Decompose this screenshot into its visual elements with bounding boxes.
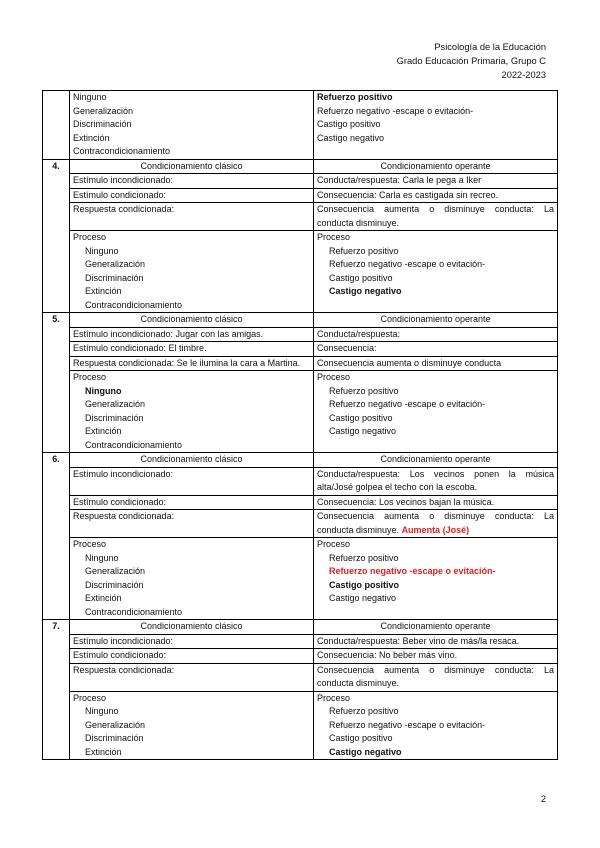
- list-item: Castigo negativo: [329, 426, 397, 436]
- list-item: Refuerzo negativo -escape o evitación-: [329, 399, 486, 409]
- conditioned-response: Respuesta condicionada: Se le ilumina la cara a Martina.: [70, 356, 314, 371]
- consequence: Consecuencia: Carla es castigada sin recreo.: [314, 188, 558, 203]
- list-item: Castigo negativo: [317, 132, 385, 143]
- table-row: [43, 663, 558, 691]
- conditioned-response: Respuesta condicionada:: [70, 203, 314, 231]
- consequence-effect: Consecuencia aumenta o disminuye conducta: La conducta disminuye.: [314, 203, 558, 231]
- consequence-effect: [314, 510, 558, 538]
- process-cell-right: [314, 371, 558, 453]
- conditioned-response: Respuesta condicionada:: [70, 510, 314, 538]
- list-item: Generalización: [85, 719, 146, 730]
- list-item: Refuerzo negativo -escape o evitación-: [329, 259, 486, 269]
- process-cell-left: [70, 371, 314, 453]
- process-cell-right: [314, 538, 558, 620]
- list-item-selected: Castigo positivo: [329, 579, 400, 590]
- question-number: 5.: [43, 313, 70, 453]
- process-label: Proceso: [73, 539, 107, 549]
- table-row: [43, 313, 558, 328]
- list-item-selected: Ninguno: [85, 385, 122, 396]
- list-item: Refuerzo negativo -escape o evitación-: [329, 719, 486, 730]
- list-item: Extinción: [73, 132, 110, 143]
- list-item: Contracondicionamiento: [85, 606, 183, 617]
- header-year: 2022-2023: [501, 70, 546, 80]
- process-cell-right: [314, 231, 558, 313]
- list-item: Contracondicionamiento: [85, 299, 183, 310]
- exercise-table: [42, 90, 558, 760]
- list-item: Extinción: [85, 593, 122, 603]
- conditioned-stimulus: Estímulo condicionado:: [70, 649, 314, 664]
- process-cell-left: [70, 691, 314, 760]
- table-row: [43, 620, 558, 635]
- document-header: [397, 40, 546, 82]
- consequence: Consecuencia: Los vecinos bajan la música.: [314, 495, 558, 510]
- table-row: [43, 510, 558, 538]
- col-header-operant: Condicionamiento operante: [314, 313, 558, 328]
- list-item-highlighted: Refuerzo negativo -escape o evitación-: [329, 566, 496, 576]
- list-item: Generalización: [85, 259, 146, 269]
- col-header-classical: Condicionamiento clásico: [70, 159, 314, 174]
- col-header-classical: Condicionamiento clásico: [70, 453, 314, 468]
- process-label: Proceso: [317, 692, 351, 703]
- table-row: [43, 634, 558, 649]
- question-number: 6.: [43, 453, 70, 620]
- list-item-selected: Refuerzo positivo: [317, 92, 393, 102]
- list-item: Castigo positivo: [329, 272, 393, 283]
- list-item-selected: Castigo negativo: [329, 286, 402, 296]
- conditioned-stimulus: Estímulo condicionado:: [70, 495, 314, 510]
- table-row: [43, 691, 558, 760]
- consequence: Consecuencia:: [314, 342, 558, 357]
- col-header-operant: Condicionamiento operante: [314, 159, 558, 174]
- table-row: [43, 467, 558, 495]
- list-item: Discriminación: [85, 272, 144, 283]
- list-item: Generalización: [85, 399, 146, 409]
- conditioned-response: Respuesta condicionada:: [70, 663, 314, 691]
- consequence-effect: Consecuencia aumenta o disminuye conducta: La conducta disminuye.: [314, 663, 558, 691]
- list-item: Refuerzo positivo: [329, 706, 399, 716]
- behavior-response: Conducta/respuesta:: [314, 327, 558, 342]
- unconditioned-stimulus: Estímulo incondicionado: Jugar con las amigas.: [70, 327, 314, 342]
- list-item: Refuerzo positivo: [329, 552, 399, 563]
- list-item: Ninguno: [85, 706, 119, 716]
- table-row: [43, 356, 558, 371]
- list-item: Extinción: [85, 746, 122, 757]
- table-row: [43, 342, 558, 357]
- behavior-response: Conducta/respuesta: Los vecinos ponen la música alta/José golpea el techo con la escoba.: [314, 467, 558, 495]
- process-cell-left: [70, 538, 314, 620]
- list-item: Castigo positivo: [329, 733, 393, 743]
- list-item: Extinción: [85, 426, 122, 436]
- process-list-right: [314, 91, 558, 160]
- table-row: [43, 91, 558, 160]
- list-item: Discriminación: [85, 733, 144, 743]
- process-label: Proceso: [73, 372, 107, 382]
- list-item: Castigo negativo: [329, 593, 397, 603]
- list-item: Castigo positivo: [317, 119, 381, 129]
- conditioned-stimulus: Estímulo condicionado: El timbre.: [70, 342, 314, 357]
- table-row: [43, 159, 558, 174]
- behavior-response: Conducta/respuesta: Beber vino de más/la resaca.: [314, 634, 558, 649]
- table-row: [43, 495, 558, 510]
- table-row: [43, 188, 558, 203]
- col-header-operant: Condicionamiento operante: [314, 453, 558, 468]
- list-item: Generalización: [85, 566, 146, 576]
- list-item: Extinción: [85, 286, 122, 296]
- table-row: [43, 327, 558, 342]
- list-item: Contracondicionamiento: [85, 439, 183, 450]
- list-item: Refuerzo negativo -escape o evitación-: [317, 105, 474, 116]
- table-row: [43, 649, 558, 664]
- list-item: Discriminación: [73, 119, 132, 129]
- header-course: Psicología de la Educación: [434, 42, 546, 52]
- process-list-left: [70, 91, 314, 160]
- conditioned-stimulus: Estímulo condicionado:: [70, 188, 314, 203]
- list-item: Discriminación: [85, 579, 144, 590]
- table-row: [43, 203, 558, 231]
- table-row: [43, 174, 558, 189]
- process-label: Proceso: [317, 539, 351, 549]
- process-label: Proceso: [73, 232, 107, 242]
- table-row: [43, 231, 558, 313]
- consequence-effect: Consecuencia aumenta o disminuye conducta: [314, 356, 558, 371]
- header-group: Grado Educación Primaria, Grupo C: [396, 56, 546, 66]
- unconditioned-stimulus: Estímulo incondicionado:: [70, 174, 314, 189]
- question-number: 4.: [43, 159, 70, 313]
- process-label: Proceso: [317, 372, 351, 382]
- col-header-classical: Condicionamiento clásico: [70, 313, 314, 328]
- number-cell: [43, 91, 70, 160]
- process-cell-left: [70, 231, 314, 313]
- list-item: Refuerzo positivo: [329, 385, 399, 396]
- consequence: Consecuencia: No beber más vino.: [314, 649, 558, 664]
- process-label: Proceso: [73, 692, 107, 703]
- unconditioned-stimulus: Estímulo incondicionado:: [70, 634, 314, 649]
- process-cell-right: [314, 691, 558, 760]
- question-number: 7.: [43, 620, 70, 760]
- consequence-effect-text: Consecuencia aumenta o disminuye conducta: La conducta disminuye.: [317, 511, 554, 535]
- table-row: [43, 538, 558, 620]
- table-row: [43, 371, 558, 453]
- table-row: [43, 453, 558, 468]
- annotation-note: Aumenta (José): [401, 524, 470, 535]
- behavior-response: Conducta/respuesta: Carla le pega a Iker: [314, 174, 558, 189]
- list-item: Ninguno: [85, 245, 119, 256]
- process-label: Proceso: [317, 232, 351, 242]
- list-item: Ninguno: [73, 92, 107, 102]
- list-item: Discriminación: [85, 412, 144, 423]
- col-header-operant: Condicionamiento operante: [314, 620, 558, 635]
- list-item: Castigo positivo: [329, 412, 393, 423]
- page-number: 2: [540, 794, 546, 804]
- list-item: Ninguno: [85, 552, 119, 563]
- col-header-classical: Condicionamiento clásico: [70, 620, 314, 635]
- unconditioned-stimulus: Estímulo incondicionado:: [70, 467, 314, 495]
- list-item: Generalización: [73, 105, 134, 116]
- list-item: Refuerzo positivo: [329, 245, 399, 256]
- list-item: Contracondicionamiento: [73, 146, 171, 156]
- list-item-selected: Castigo negativo: [329, 746, 402, 757]
